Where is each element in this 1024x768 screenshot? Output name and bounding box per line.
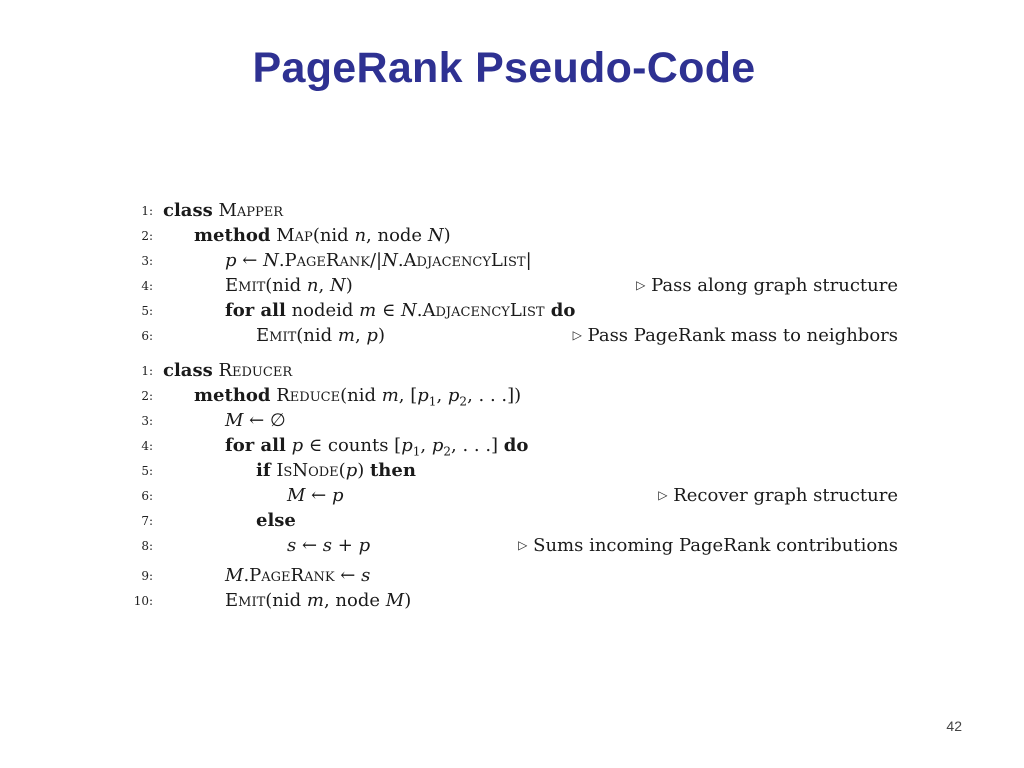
code-text: (nid [265,590,307,611]
method-name: Reduce [276,385,341,406]
comment-text: Sums incoming PageRank contributions [527,535,898,556]
code-field: .AdjacencyList [397,250,526,271]
class-name: Reducer [218,360,293,381]
code-text: + [332,535,359,556]
code-text: , [ [398,385,418,406]
line-number: 3: [141,254,153,268]
reducer-line-8 [0,535,1024,561]
code-text: ← [236,250,264,271]
code-text: ← [296,535,323,556]
code-var: N [401,300,417,321]
code-text: , . . .]) [467,385,522,406]
do-keyword: do [544,300,576,321]
function-name: Emit [225,275,266,296]
code-var: p [401,435,413,456]
comment-text: Recover graph structure [667,485,898,506]
method-name: Map [276,225,313,246]
line-number: 5: [141,464,153,478]
reducer-line-2 [0,385,1024,411]
code-var: n [354,225,367,246]
code-var: m [337,325,355,346]
code-text: nodeid [285,300,360,321]
code-var: N [427,225,444,246]
reducer-line-6 [0,485,1024,511]
code-var: N [263,250,279,271]
code-text: ) [357,460,370,481]
code-var: m [381,385,399,406]
code-var: s [361,565,371,586]
code-text: , . . .] [451,435,504,456]
code-text: (nid [340,385,382,406]
subscript: 1 [412,444,421,459]
code-text: (nid [312,225,355,246]
function-name: Emit [256,325,297,346]
code-var: M [385,590,405,611]
code-text: , node [366,225,428,246]
method-keyword: method [194,385,271,406]
code-var: p [291,435,304,456]
line-number: 4: [141,279,153,293]
code-text: ( [338,460,346,481]
code-var: p [431,435,444,456]
for-keyword: for all [225,300,286,321]
line-number: 1: [141,364,153,378]
reducer-line-10 [0,590,1024,616]
reducer-line-5 [0,460,1024,486]
line-number: 10: [133,594,153,608]
mapper-line-6 [0,325,1024,351]
mapper-line-4 [0,275,1024,301]
line-number: 6: [141,489,153,503]
code-text: ) [404,590,412,611]
reducer-line-3 [0,410,1024,436]
comment-text: Pass PageRank mass to neighbors [581,325,898,346]
code-text: ∈ counts [ [303,435,402,456]
subscript: 1 [428,394,437,409]
line-number: 7: [141,514,153,528]
mapper-line-2 [0,225,1024,251]
code-var: M [225,565,244,586]
class-name: Mapper [218,200,284,221]
code-text: , [354,325,367,346]
reducer-line-7 [0,510,1024,536]
code-field: .PageRank [278,250,370,271]
code-text: , [420,435,432,456]
code-comment [573,325,898,346]
comment-text: Pass along graph structure [645,275,898,296]
code-text: ) [377,325,385,346]
code-text: , node [323,590,386,611]
code-var: p [366,325,378,346]
code-text: ← [334,565,362,586]
for-keyword: for all [225,435,286,456]
code-text: (nid [265,275,307,296]
code-text: /| [369,250,383,271]
line-number: 3: [141,414,153,428]
line-number: 8: [141,539,153,553]
code-field: .AdjacencyList [416,300,545,321]
triangle-icon: ▷ [518,538,528,552]
code-comment [658,485,898,506]
code-var: m [306,590,324,611]
code-text: ← ∅ [243,410,286,431]
triangle-icon: ▷ [658,488,668,502]
reducer-line-1 [0,360,1024,386]
subscript: 2 [459,394,468,409]
line-number: 2: [141,229,153,243]
line-number: 5: [141,304,153,318]
line-number: 6: [141,329,153,343]
if-keyword: if [256,460,271,481]
slide-title: PageRank Pseudo-Code [252,44,756,92]
code-var: p [345,460,358,481]
code-field: .PageRank [243,565,335,586]
code-var: m [359,300,377,321]
code-var: p [447,385,460,406]
then-keyword: then [369,460,416,481]
code-text: (nid [296,325,338,346]
code-var: p [225,250,237,271]
code-comment [518,535,898,556]
code-var: M [287,485,306,506]
reducer-line-9 [0,565,1024,591]
code-var: n [306,275,319,296]
code-var: s [287,535,297,556]
triangle-icon: ▷ [572,328,582,342]
line-number: 4: [141,439,153,453]
code-var: p [331,485,344,506]
class-keyword: class [163,360,213,381]
mapper-line-5 [0,300,1024,326]
line-number: 9: [141,569,153,583]
mapper-line-3 [0,250,1024,276]
class-keyword: class [163,200,213,221]
function-name: Emit [225,590,266,611]
code-text: ) [345,275,353,296]
triangle-icon: ▷ [636,278,646,292]
code-text: ∈ [376,300,402,321]
code-var: s [322,535,333,556]
code-var: N [329,275,346,296]
else-keyword: else [256,510,296,531]
function-name: IsNode [270,460,339,481]
do-keyword: do [503,435,529,456]
method-keyword: method [194,225,271,246]
code-text: , [436,385,448,406]
code-text: , [318,275,330,296]
code-var: p [358,535,371,556]
code-text: | [525,250,532,271]
line-number: 2: [141,389,153,403]
mapper-line-1 [0,200,1024,226]
line-number: 1: [141,204,153,218]
code-var: p [417,385,429,406]
subscript: 2 [443,444,451,459]
reducer-line-4 [0,435,1024,461]
page-number: 42 [946,718,962,734]
code-text: ← [305,485,332,506]
code-comment [636,275,898,296]
code-text: ) [443,225,451,246]
code-var: N [382,250,398,271]
code-var: M [225,410,244,431]
